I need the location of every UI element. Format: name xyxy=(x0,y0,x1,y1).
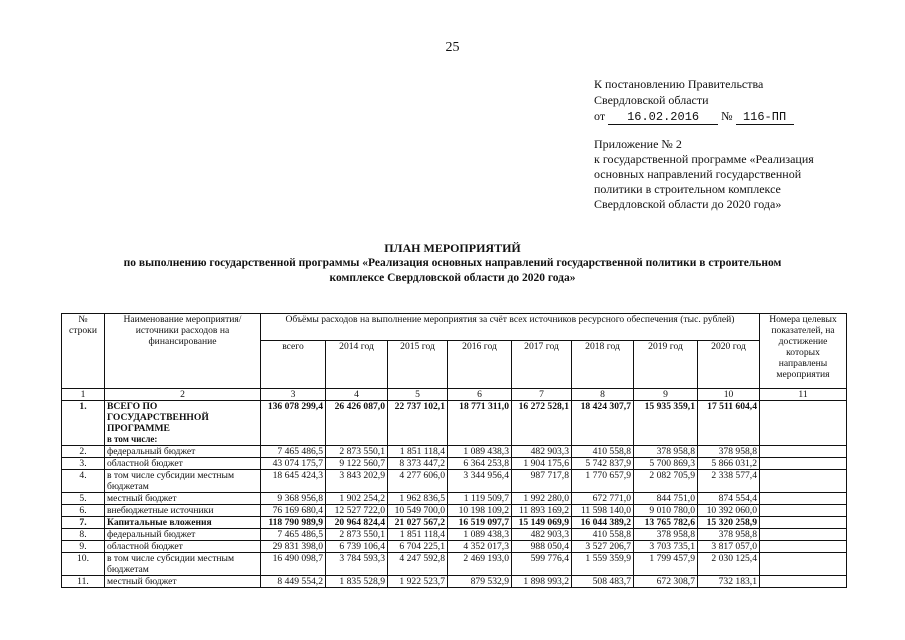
amount-cell: 2 469 193,0 xyxy=(448,553,512,576)
amount-cell: 16 044 389,2 xyxy=(572,517,634,529)
decree-number: 116-ПП xyxy=(736,111,794,125)
amount-cell: 5 866 031,2 xyxy=(698,458,760,470)
decree-date-number xyxy=(594,108,884,125)
amount-cell: 9 010 780,0 xyxy=(634,505,698,517)
amount-cell: 874 554,4 xyxy=(698,493,760,505)
amount-cell: 1 799 457,9 xyxy=(634,553,698,576)
target-cell xyxy=(760,446,847,458)
plan-subtitle-line-2: комплексе Свердловской области до 2020 года» xyxy=(329,272,576,284)
amount-cell: 6 739 106,4 xyxy=(326,541,388,553)
amount-cell: 410 558,8 xyxy=(572,446,634,458)
amount-cell: 1 770 657,9 xyxy=(572,470,634,493)
column-number: 3 xyxy=(261,389,326,401)
header-targets: Номера целевых показателей, на достижение которых направлены мероприятия xyxy=(760,314,847,389)
row-number: 5. xyxy=(62,493,105,505)
amount-cell: 1 851 118,4 xyxy=(388,446,448,458)
amount-cell: 672 308,7 xyxy=(634,576,698,588)
row-name: местный бюджет xyxy=(107,576,177,587)
header-year-2018: 2018 год xyxy=(572,341,634,389)
table-row xyxy=(62,493,847,505)
row-number: 8. xyxy=(62,529,105,541)
amount-cell: 76 169 680,4 xyxy=(261,505,326,517)
column-number: 2 xyxy=(105,389,261,401)
table-row xyxy=(62,401,847,446)
amount-cell: 5 742 837,9 xyxy=(572,458,634,470)
amount-cell: 4 247 592,8 xyxy=(388,553,448,576)
amount-cell: 3 703 735,1 xyxy=(634,541,698,553)
amount-cell: 3 843 202,9 xyxy=(326,470,388,493)
amount-cell: 7 465 486,5 xyxy=(261,446,326,458)
amount-cell: 1 922 523,7 xyxy=(388,576,448,588)
column-number: 7 xyxy=(512,389,572,401)
row-note: в том числе: xyxy=(107,434,158,444)
row-number: 4. xyxy=(62,470,105,493)
amount-cell: 844 751,0 xyxy=(634,493,698,505)
header-year-2014: 2014 год xyxy=(326,341,388,389)
row-name: в том числе субсидии местным бюджетам xyxy=(107,553,235,575)
amount-cell: 410 558,8 xyxy=(572,529,634,541)
amount-cell: 1 992 280,0 xyxy=(512,493,572,505)
header-year-2020: 2020 год xyxy=(698,341,760,389)
amount-cell: 10 198 109,2 xyxy=(448,505,512,517)
row-name: Капитальные вложения xyxy=(107,517,212,528)
amount-cell: 1 835 528,9 xyxy=(326,576,388,588)
amount-cell: 1 902 254,2 xyxy=(326,493,388,505)
plan-subtitle-line-1: по выполнению государственной программы «Реализация основных направлений государственной политики в строительном xyxy=(123,257,782,269)
decree-line-2: Свердловской области xyxy=(594,93,709,107)
row-number: 11. xyxy=(62,576,105,588)
amount-cell: 378 958,8 xyxy=(634,529,698,541)
amount-cell: 20 964 824,4 xyxy=(326,517,388,529)
row-name: внебюджетные источники xyxy=(107,505,214,516)
table-row xyxy=(62,470,847,493)
table-row xyxy=(62,576,847,588)
column-number: 10 xyxy=(698,389,760,401)
amount-cell: 1 851 118,4 xyxy=(388,529,448,541)
amount-cell: 987 717,8 xyxy=(512,470,572,493)
amount-cell: 2 873 550,1 xyxy=(326,446,388,458)
row-number: 10. xyxy=(62,553,105,576)
amount-cell: 3 784 593,3 xyxy=(326,553,388,576)
amount-cell: 378 958,8 xyxy=(634,446,698,458)
row-name: областной бюджет xyxy=(107,458,183,469)
row-name-cell xyxy=(105,541,261,553)
decree-line-1: К постановлению Правительства xyxy=(594,77,764,91)
plan-title: ПЛАН МЕРОПРИЯТИЙ xyxy=(384,241,521,255)
amount-cell: 482 903,3 xyxy=(512,446,572,458)
row-name-cell xyxy=(105,576,261,588)
amount-cell: 1 904 175,6 xyxy=(512,458,572,470)
amount-cell: 9 368 956,8 xyxy=(261,493,326,505)
header-year-2017: 2017 год xyxy=(512,341,572,389)
amount-cell: 2 873 550,1 xyxy=(326,529,388,541)
target-cell xyxy=(760,529,847,541)
row-number: 6. xyxy=(62,505,105,517)
row-name-cell xyxy=(105,517,261,529)
amount-cell: 29 831 398,0 xyxy=(261,541,326,553)
row-name: федеральный бюджет xyxy=(107,446,196,457)
table-row xyxy=(62,458,847,470)
amount-cell: 13 765 782,6 xyxy=(634,517,698,529)
row-name-cell xyxy=(105,446,261,458)
target-cell xyxy=(760,493,847,505)
amount-cell: 18 771 311,0 xyxy=(448,401,512,446)
amount-cell: 2 338 577,4 xyxy=(698,470,760,493)
amount-cell: 16 519 097,7 xyxy=(448,517,512,529)
plan-subtitle xyxy=(60,256,845,286)
row-name-cell xyxy=(105,493,261,505)
amount-cell: 16 272 528,1 xyxy=(512,401,572,446)
amount-cell: 508 483,7 xyxy=(572,576,634,588)
page-number: 25 xyxy=(445,40,460,55)
amount-cell: 10 392 060,0 xyxy=(698,505,760,517)
amount-cell: 22 737 102,1 xyxy=(388,401,448,446)
header-total: всего xyxy=(261,341,326,389)
amount-cell: 15 149 069,9 xyxy=(512,517,572,529)
amount-cell: 8 449 554,2 xyxy=(261,576,326,588)
decree-date-prefix: от xyxy=(594,109,606,123)
table-row xyxy=(62,517,847,529)
table-row xyxy=(62,553,847,576)
table-row xyxy=(62,529,847,541)
amount-cell: 1 559 359,9 xyxy=(572,553,634,576)
row-name: в том числе субсидии местным бюджетам xyxy=(107,470,235,492)
annex-line: Свердловской области до 2020 года» xyxy=(594,197,782,211)
column-number: 6 xyxy=(448,389,512,401)
amount-cell: 11 598 140,0 xyxy=(572,505,634,517)
row-name: ВСЕГО ПО ГОСУДАРСТВЕННОЙ ПРОГРАММЕ xyxy=(107,401,209,434)
header-year-2015: 2015 год xyxy=(388,341,448,389)
target-cell xyxy=(760,541,847,553)
amount-cell: 18 645 424,3 xyxy=(261,470,326,493)
row-name-cell xyxy=(105,529,261,541)
amount-cell: 18 424 307,7 xyxy=(572,401,634,446)
amount-cell: 4 352 017,3 xyxy=(448,541,512,553)
annex-title: Приложение № 2 xyxy=(594,137,682,151)
decree-number-prefix: № xyxy=(721,109,733,123)
amount-cell: 11 893 169,2 xyxy=(512,505,572,517)
amount-cell: 378 958,8 xyxy=(698,446,760,458)
amount-cell: 3 344 956,4 xyxy=(448,470,512,493)
amount-cell: 599 776,4 xyxy=(512,553,572,576)
column-number: 11 xyxy=(760,389,847,401)
amount-cell: 26 426 087,0 xyxy=(326,401,388,446)
header-year-2019: 2019 год xyxy=(634,341,698,389)
table-row xyxy=(62,541,847,553)
amount-cell: 15 935 359,1 xyxy=(634,401,698,446)
header-row-number: № строки xyxy=(62,314,105,389)
amount-cell: 672 771,0 xyxy=(572,493,634,505)
target-cell xyxy=(760,553,847,576)
annex-line: политики в строительном комплексе xyxy=(594,182,781,196)
row-name-cell xyxy=(105,553,261,576)
row-name-cell xyxy=(105,401,261,446)
amount-cell: 17 511 604,4 xyxy=(698,401,760,446)
row-number: 9. xyxy=(62,541,105,553)
amount-cell: 482 903,3 xyxy=(512,529,572,541)
row-name-cell xyxy=(105,470,261,493)
column-number: 8 xyxy=(572,389,634,401)
row-name: местный бюджет xyxy=(107,493,177,504)
amount-cell: 1 089 438,3 xyxy=(448,446,512,458)
row-number: 1. xyxy=(62,401,105,446)
row-number: 3. xyxy=(62,458,105,470)
amount-cell: 2 030 125,4 xyxy=(698,553,760,576)
table-row xyxy=(62,505,847,517)
amount-cell: 5 700 869,3 xyxy=(634,458,698,470)
row-number: 7. xyxy=(62,517,105,529)
target-cell xyxy=(760,470,847,493)
amount-cell: 6 364 253,8 xyxy=(448,458,512,470)
amount-cell: 118 790 989,9 xyxy=(261,517,326,529)
amount-cell: 1 898 993,2 xyxy=(512,576,572,588)
column-number: 9 xyxy=(634,389,698,401)
decree-reference xyxy=(594,76,884,125)
amount-cell: 3 817 057,0 xyxy=(698,541,760,553)
amount-cell: 7 465 486,5 xyxy=(261,529,326,541)
plan-table-body xyxy=(62,401,847,588)
amount-cell: 21 027 567,2 xyxy=(388,517,448,529)
target-cell xyxy=(760,576,847,588)
header-year-2016: 2016 год xyxy=(448,341,512,389)
row-number: 2. xyxy=(62,446,105,458)
header-name: Наименование мероприятия/источники расходов на финансирование xyxy=(105,314,261,389)
column-numbers-row xyxy=(62,389,847,401)
annex-line: к государственной программе «Реализация xyxy=(594,152,814,166)
amount-cell: 43 074 175,7 xyxy=(261,458,326,470)
amount-cell: 1 119 509,7 xyxy=(448,493,512,505)
amount-cell: 732 183,1 xyxy=(698,576,760,588)
amount-cell: 10 549 700,0 xyxy=(388,505,448,517)
row-name: областной бюджет xyxy=(107,541,183,552)
plan-table xyxy=(61,313,847,588)
column-number: 4 xyxy=(326,389,388,401)
amount-cell: 1 962 836,5 xyxy=(388,493,448,505)
row-name: федеральный бюджет xyxy=(107,529,196,540)
amount-cell: 9 122 560,7 xyxy=(326,458,388,470)
target-cell xyxy=(760,458,847,470)
column-number: 1 xyxy=(62,389,105,401)
target-cell xyxy=(760,517,847,529)
amount-cell: 879 532,9 xyxy=(448,576,512,588)
amount-cell: 136 078 299,4 xyxy=(261,401,326,446)
annex-block xyxy=(594,137,884,212)
amount-cell: 1 089 438,3 xyxy=(448,529,512,541)
annex-line: основных направлений государственной xyxy=(594,167,802,181)
amount-cell: 378 958,8 xyxy=(698,529,760,541)
target-cell xyxy=(760,505,847,517)
amount-cell: 8 373 447,2 xyxy=(388,458,448,470)
amount-cell: 3 527 206,7 xyxy=(572,541,634,553)
amount-cell: 4 277 606,0 xyxy=(388,470,448,493)
amount-cell: 988 050,4 xyxy=(512,541,572,553)
amount-cell: 2 082 705,9 xyxy=(634,470,698,493)
amount-cell: 12 527 722,0 xyxy=(326,505,388,517)
amount-cell: 15 320 258,9 xyxy=(698,517,760,529)
header-volumes: Объёмы расходов на выполнение мероприятия за счёт всех источников ресурсного обеспечения (тыс. рублей) xyxy=(261,314,760,341)
table-row xyxy=(62,446,847,458)
row-name-cell xyxy=(105,458,261,470)
amount-cell: 16 490 098,7 xyxy=(261,553,326,576)
column-number: 5 xyxy=(388,389,448,401)
target-cell xyxy=(760,401,847,446)
amount-cell: 6 704 225,1 xyxy=(388,541,448,553)
row-name-cell xyxy=(105,505,261,517)
decree-date: 16.02.2016 xyxy=(608,111,718,125)
